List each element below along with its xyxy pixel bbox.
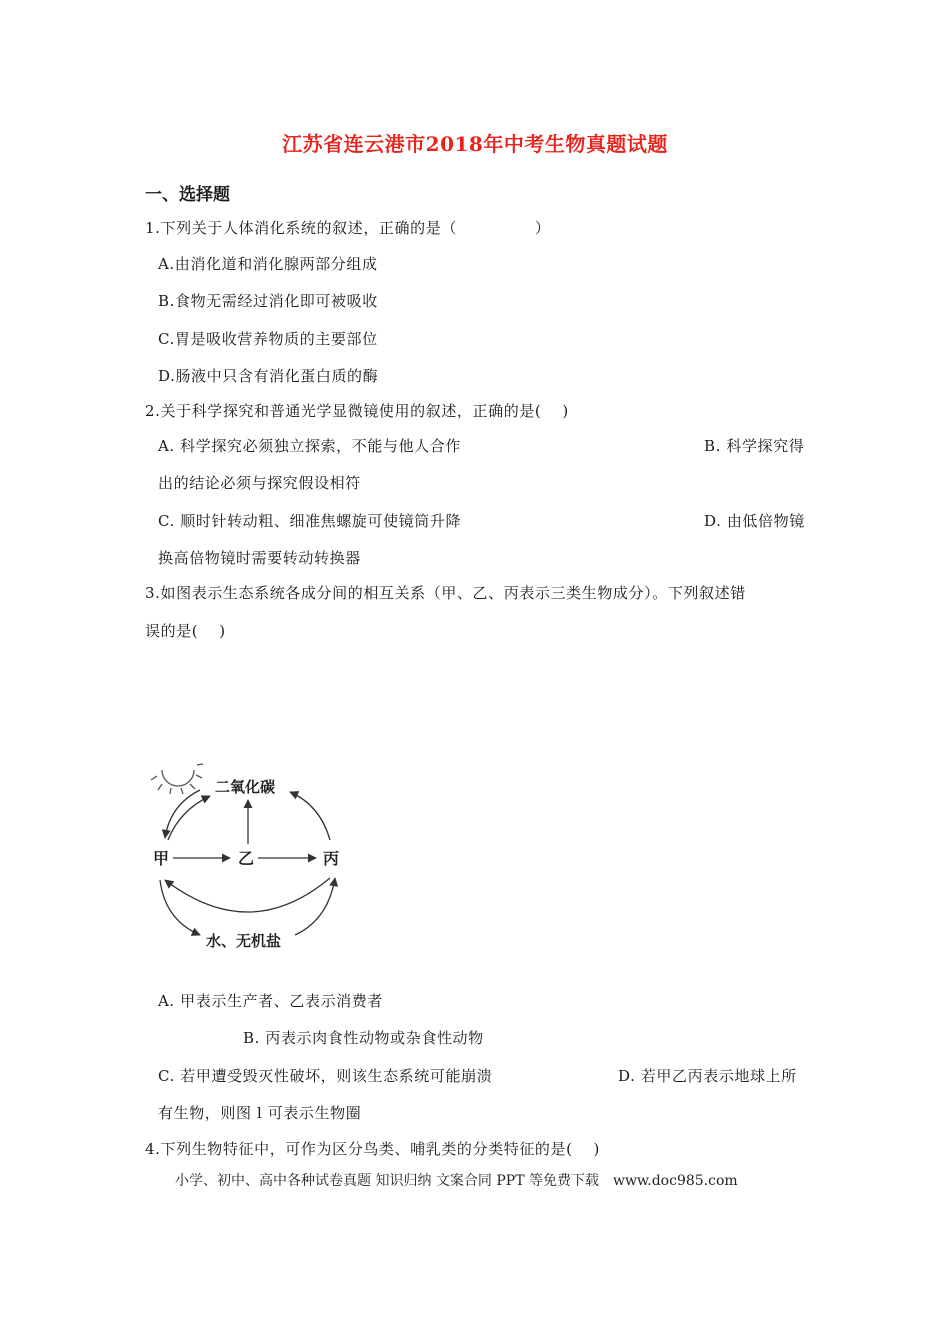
question-1-option-a: A.由消化道和消化腺两部分组成 bbox=[158, 255, 378, 273]
question-1-option-c: C.胃是吸收营养物质的主要部位 bbox=[158, 330, 378, 348]
question-2-option-d-continued: 换高倍物镜时需要转动转换器 bbox=[158, 549, 361, 567]
question-1-option-b: B.食物无需经过消化即可被吸收 bbox=[158, 292, 378, 310]
question-3-option-d-continued: 有生物，则图 l 可表示生物圈 bbox=[158, 1104, 362, 1122]
question-1-option-d: D.肠液中只含有消化蛋白质的酶 bbox=[158, 367, 379, 385]
jia-label: 甲 bbox=[153, 849, 170, 868]
ecosystem-diagram bbox=[140, 740, 370, 960]
question-2-stem: 2.关于科学探究和普通光学显微镜使用的叙述，正确的是( ) bbox=[145, 402, 569, 420]
co2-label: 二氧化碳 bbox=[215, 778, 276, 796]
question-3-option-b: B. 丙表示肉食性动物或杂食性动物 bbox=[243, 1029, 484, 1047]
question-2-option-c: C. 顺时针转动粗、细准焦螺旋可使镜筒升降 bbox=[158, 512, 462, 530]
question-1-stem: 1.下列关于人体消化系统的叙述，正确的是（ ） bbox=[145, 219, 551, 237]
arrow-jia-to-water bbox=[160, 880, 200, 935]
footer-banner: 小学、初中、高中各种试卷真题 知识归纳 文案合同 PPT 等免费下载 www.doc985.com bbox=[175, 1173, 738, 1189]
bing-label: 丙 bbox=[323, 849, 340, 868]
arrow-water-to-bing bbox=[295, 878, 335, 935]
arrow-bing-to-co2 bbox=[290, 792, 330, 840]
question-3-stem-continued: 误的是( ) bbox=[145, 622, 226, 640]
question-2-option-b-continued: 出的结论必须与探究假设相符 bbox=[158, 474, 361, 492]
arrow-co2-to-jia bbox=[165, 790, 200, 838]
question-3-stem: 3.如图表示生态系统各成分间的相互关系（甲、乙、丙表示三类生物成分）。下列叙述错 bbox=[145, 584, 746, 602]
question-3-option-d: D. 若甲乙丙表示地球上所 bbox=[618, 1067, 797, 1085]
arrow-bing-to-jia bbox=[165, 878, 330, 912]
question-2-option-d: D. 由低倍物镜 bbox=[704, 512, 805, 530]
water-minerals-label: 水、无机盐 bbox=[206, 932, 282, 950]
question-3-option-c: C. 若甲遭受毁灭性破坏，则该生态系统可能崩溃 bbox=[158, 1067, 493, 1085]
question-2-option-a: A. 科学探究必须独立探索，不能与他人合作 bbox=[158, 437, 461, 455]
section-heading: 一、选择题 bbox=[145, 185, 230, 205]
arrow-jia-to-co2 bbox=[168, 796, 210, 840]
question-3-option-a: A. 甲表示生产者、乙表示消费者 bbox=[158, 992, 383, 1010]
document-title: 江苏省连云港市2018年中考生物真题试题 bbox=[282, 132, 668, 156]
yi-label: 乙 bbox=[238, 849, 255, 868]
sun-icon bbox=[151, 764, 203, 794]
question-4-stem: 4.下列生物特征中，可作为区分鸟类、哺乳类的分类特征的是( ) bbox=[145, 1140, 600, 1158]
question-2-option-b: B. 科学探究得 bbox=[704, 437, 805, 455]
